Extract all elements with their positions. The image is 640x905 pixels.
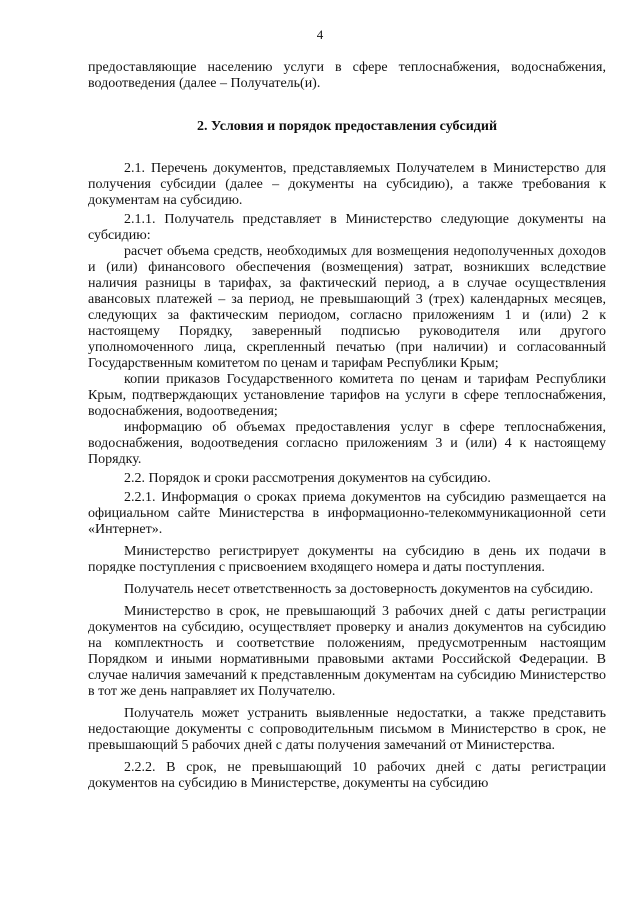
paragraph-responsibility: Получатель несет ответственность за достоверность документов на субсидию. [124, 582, 594, 597]
list-item-orders-copies: копии приказов Государственного комитета по ценам и тарифам Республики Крым, подтверждающих установление тарифов на услуги в сфере теплоснабжения, водоснабжения, водоотведения; [88, 372, 606, 419]
paragraph-2-2: 2.2. Порядок и сроки рассмотрения документов на субсидию. [124, 471, 491, 486]
intro-paragraph: предоставляющие населению услуги в сфере теплоснабжения, водоснабжения, водоотведения (далее – Получатель(и). [88, 60, 606, 91]
section-heading: 2. Условия и порядок предоставления субсидий [196, 119, 498, 134]
paragraph-registration: Министерство регистрирует документы на субсидию в день их подачи в порядке поступления с присвоением входящего номера и даты поступления. [88, 544, 606, 575]
document-body [88, 60, 606, 792]
paragraph-2-1-1: 2.1.1. Получатель представляет в Министерство следующие документы на субсидию: [88, 212, 606, 243]
page-number: 4 [316, 27, 324, 42]
paragraph-2-2-2: 2.2.2. В срок, не превышающий 10 рабочих дней с даты регистрации документов на субсидию в Министерстве, документы на субсидию [88, 760, 606, 791]
paragraph-verification: Министерство в срок, не превышающий 3 рабочих дней с даты регистрации документов на субсидию, осуществляет проверку и анализ документов на субсидию на комплектность и соответствие положениям, предусмотренным настоящим Порядком и иными нормативными правовыми актами Российской Федерации. В случае наличия замечаний к представленным документам на субсидию Министерство в тот же день направляет их Получателю. [88, 604, 606, 699]
list-item-volume-info: информацию об объемах предоставления услуг в сфере теплоснабжения, водоснабжения, водоотведения согласно приложениям 3 и (или) 4 к настоящему Порядку. [88, 420, 606, 467]
paragraph-2-1: 2.1. Перечень документов, представляемых Получателем в Министерство для получения субсидии (далее – документы на субсидию), а также требования к документам на субсидию. [88, 161, 606, 208]
paragraph-corrections: Получатель может устранить выявленные недостатки, а также представить недостающие документы с сопроводительным письмом в Министерство в срок, не превышающий 5 рабочих дней с даты получения замечаний от Министерства. [88, 706, 606, 753]
paragraph-2-2-1: 2.2.1. Информация о сроках приема документов на субсидию размещается на официальном сайте Министерства в информационно-телекоммуникационной сети «Интернет». [88, 490, 606, 537]
list-item-calculation: расчет объема средств, необходимых для возмещения недополученных доходов и (или) финансового обеспечения (возмещения) затрат, возникших вследствие наличия разницы в тарифах, за фактический период, а в случае осуществления авансовых платежей – за период, не превышающий 3 (трех) календарных месяцев, следующих за фактическим периодом, согласно приложениям 1 и (или) 2 к настоящему Порядку, заверенный подписью руководителя или другого уполномоченного лица, скрепленный печатью (при наличии) и согласованный Государственным комитетом по ценам и тарифам Республики Крым; [88, 244, 606, 371]
